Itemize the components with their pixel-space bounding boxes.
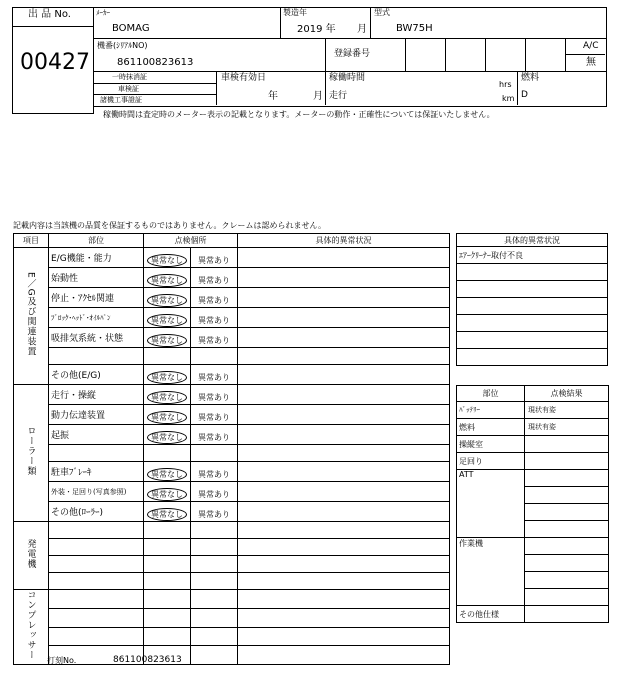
check-ok-mark: 異常なし — [147, 391, 187, 404]
result-row-label: 操縦室 — [457, 436, 525, 453]
result-row-label: ﾊﾞｯﾃﾘｰ — [457, 402, 525, 419]
detail-cell — [238, 248, 450, 268]
part-cell: 外装・足回り(写真参照) — [49, 482, 144, 502]
serial-label: 機番(ｼﾘｱﾙNO) — [97, 41, 148, 50]
detail-box-line — [457, 298, 608, 315]
check-ng-text: 異常あり — [198, 510, 230, 519]
table-row — [14, 608, 450, 627]
check-ng-cell — [191, 385, 238, 405]
fuel-value: D — [521, 90, 528, 100]
check-ng-cell — [191, 308, 238, 328]
part-cell — [49, 522, 144, 539]
check-ng-cell — [191, 365, 238, 385]
col-detail-header: 具体的異常状況 — [238, 234, 450, 248]
check-ok-mark: 異常なし — [147, 508, 187, 521]
part-cell: 動力伝達装置 — [49, 405, 144, 425]
group-label-text: 発電機 — [25, 538, 36, 569]
ac-value: 無 — [586, 57, 596, 68]
table-row — [14, 462, 450, 482]
detail-cell — [238, 385, 450, 405]
check-ok-mark: 異常なし — [147, 431, 187, 444]
inspection-date-label: 車検有効日 — [221, 73, 267, 83]
result-row-value — [525, 606, 609, 623]
table-row — [14, 268, 450, 288]
detail-cell — [238, 405, 450, 425]
detail-box-title: 具体的異常状況 — [457, 234, 608, 247]
check-ok-cell — [144, 502, 191, 522]
detail-cell — [238, 522, 450, 539]
table-row — [14, 425, 450, 445]
detail-cell — [238, 308, 450, 328]
detail-cell — [238, 627, 450, 646]
table-row — [14, 288, 450, 308]
run-label: 走行 — [329, 91, 348, 101]
check-ng-cell — [191, 405, 238, 425]
stamp-number: 861100823613 — [113, 655, 182, 665]
result-row-value — [525, 589, 609, 606]
check-ng-text: 異常あり — [198, 490, 230, 499]
part-cell: 起振 — [49, 425, 144, 445]
check-ok-mark: 異常なし — [147, 294, 187, 307]
model-value: BW75H — [396, 23, 433, 34]
group-label — [14, 248, 49, 385]
part-cell: 駐車ﾌﾞﾚｰｷ — [49, 462, 144, 482]
part-cell — [49, 627, 144, 646]
check-ok-cell — [144, 522, 191, 539]
group-label — [14, 590, 49, 665]
inspection-table — [13, 233, 450, 665]
detail-cell — [238, 425, 450, 445]
check-ok-cell — [144, 405, 191, 425]
result-row-value — [525, 470, 609, 487]
group-label-text: E／G及び関連装置 — [25, 271, 36, 357]
detail-cell — [238, 646, 450, 665]
maker-value: BOMAG — [112, 23, 150, 34]
table-row — [14, 573, 450, 590]
col-check-header: 点検個所 — [144, 234, 238, 248]
check-ok-cell — [144, 348, 191, 365]
check-ok-mark: 異常なし — [147, 488, 187, 501]
result-row-label: その他仕様 — [457, 606, 525, 623]
check-ng-cell — [191, 539, 238, 556]
check-ng-cell — [191, 462, 238, 482]
check-ok-cell — [144, 425, 191, 445]
result-row-label: 足回り — [457, 453, 525, 470]
result-row-value — [525, 453, 609, 470]
part-cell: その他(ﾛｰﾗｰ) — [49, 502, 144, 522]
maker-label: ﾒｰｶｰ — [96, 9, 110, 17]
check-ng-text: 異常あり — [198, 336, 230, 345]
table-row — [14, 348, 450, 365]
check-ok-cell — [144, 462, 191, 482]
table-row — [14, 248, 450, 268]
check-ng-text: 異常あり — [198, 316, 230, 325]
table-row — [14, 365, 450, 385]
detail-cell — [238, 288, 450, 308]
result-row-label: 燃料 — [457, 419, 525, 436]
part-cell — [49, 590, 144, 609]
check-ok-mark: 異常なし — [147, 254, 187, 267]
result-row-value — [525, 538, 609, 555]
result-row-label: 作業機 — [457, 538, 525, 606]
result-row-value — [525, 572, 609, 589]
result-row-label: ATT — [457, 470, 525, 538]
inspection-year-unit: 年 — [268, 91, 278, 102]
check-ng-cell — [191, 608, 238, 627]
check-ng-text: 異常あり — [198, 433, 230, 442]
ac-label: A/C — [583, 41, 599, 51]
result-row-value: 現状有姿 — [525, 402, 609, 419]
detail-box-line — [457, 332, 608, 349]
detail-box — [456, 233, 608, 366]
table-row — [14, 522, 450, 539]
part-cell: 走行・操縦 — [49, 385, 144, 405]
detail-cell — [238, 365, 450, 385]
meter-note: 稼働時間は査定時のメーター表示の記載となります。メーターの動作・正確性については保証いたしません。 — [103, 110, 495, 119]
part-cell — [49, 608, 144, 627]
part-cell — [49, 573, 144, 590]
lot-no-label: 出 品 No. — [28, 9, 71, 20]
hours-label: 稼働時間 — [329, 73, 366, 83]
detail-cell — [238, 462, 450, 482]
year-label: 製造年 — [283, 8, 307, 17]
check-ng-cell — [191, 522, 238, 539]
check-ng-text: 異常あり — [198, 276, 230, 285]
check-ok-cell — [144, 328, 191, 348]
disclaimer: 記載内容は当該機の品質を保証するものではありません。クレームは認められません。 — [13, 221, 326, 230]
check-ok-mark: 異常なし — [147, 371, 187, 384]
detail-box-line — [457, 315, 608, 332]
check-ok-cell — [144, 268, 191, 288]
model-label: 型式 — [374, 8, 390, 17]
check-ng-text: 異常あり — [198, 393, 230, 402]
detail-cell — [238, 445, 450, 462]
table-row — [14, 308, 450, 328]
check-ok-mark: 異常なし — [147, 274, 187, 287]
detail-cell — [238, 590, 450, 609]
detail-box-line: ｴｱｰｸﾘｰﾅｰ取付不良 — [457, 247, 608, 264]
registration-label: 登録番号 — [334, 49, 371, 59]
check-ng-cell — [191, 646, 238, 665]
detail-cell — [238, 573, 450, 590]
detail-cell — [238, 539, 450, 556]
part-cell: E/G機能・能力 — [49, 248, 144, 268]
detail-box-line — [457, 264, 608, 281]
table-row — [14, 405, 450, 425]
detail-cell — [238, 608, 450, 627]
year-value: 2019 年 — [297, 24, 336, 35]
part-cell — [49, 445, 144, 462]
table-row — [14, 385, 450, 405]
detail-cell — [238, 502, 450, 522]
detail-cell — [238, 348, 450, 365]
check-ng-cell — [191, 482, 238, 502]
check-ok-cell — [144, 627, 191, 646]
fuel-label: 燃料 — [521, 73, 540, 83]
check-ng-cell — [191, 573, 238, 590]
table-row — [14, 556, 450, 573]
group-label — [14, 522, 49, 590]
check-ng-cell — [191, 627, 238, 646]
part-cell: ﾌﾞﾛｯｸ･ﾍｯﾄﾞ･ｵｲﾙﾊﾟﾝ — [49, 308, 144, 328]
check-ng-text: 異常あり — [198, 296, 230, 305]
part-cell — [49, 556, 144, 573]
col-part-header: 部位 — [49, 234, 144, 248]
inspection-month-unit: 月 — [313, 91, 323, 102]
result-col-part: 部位 — [457, 386, 525, 402]
check-ok-cell — [144, 539, 191, 556]
table-row — [14, 646, 450, 665]
result-row-value: 現状有姿 — [525, 419, 609, 436]
detail-box-line — [457, 281, 608, 298]
check-ng-cell — [191, 268, 238, 288]
check-ok-cell — [144, 573, 191, 590]
result-table — [456, 385, 609, 623]
special-cert-label: 諸機工事證証 — [100, 96, 142, 104]
table-row — [14, 502, 450, 522]
detail-cell — [238, 268, 450, 288]
group-label-text: コンプレッサー — [25, 590, 36, 660]
check-ng-text: 異常あり — [198, 373, 230, 382]
part-cell: その他(E/G) — [49, 365, 144, 385]
check-ng-text: 異常あり — [198, 470, 230, 479]
part-cell: 停止・ｱｸｾﾙ関連 — [49, 288, 144, 308]
lot-no: 00427 — [20, 50, 90, 75]
check-ng-cell — [191, 348, 238, 365]
check-ok-cell — [144, 248, 191, 268]
check-ng-cell — [191, 590, 238, 609]
table-row — [14, 539, 450, 556]
check-ng-cell — [191, 425, 238, 445]
table-row — [14, 445, 450, 462]
temp-cancel-label: 一時抹消証 — [112, 73, 147, 81]
check-ok-mark: 異常なし — [147, 334, 187, 347]
detail-cell — [238, 482, 450, 502]
check-ng-cell — [191, 288, 238, 308]
check-ok-cell — [144, 482, 191, 502]
detail-cell — [238, 556, 450, 573]
inspection-cert-label: 車検証 — [118, 85, 139, 93]
serial-value: 861100823613 — [117, 57, 194, 68]
result-row-value — [525, 504, 609, 521]
result-row-value — [525, 555, 609, 572]
check-ok-cell — [144, 288, 191, 308]
result-row-value — [525, 436, 609, 453]
table-row — [14, 482, 450, 502]
result-row-value — [525, 487, 609, 504]
check-ok-cell — [144, 590, 191, 609]
check-ng-cell — [191, 445, 238, 462]
month-label: 月 — [357, 24, 367, 35]
group-label — [14, 385, 49, 522]
check-ok-mark: 異常なし — [147, 411, 187, 424]
check-ok-mark: 異常なし — [147, 468, 187, 481]
check-ng-cell — [191, 248, 238, 268]
detail-box-line — [457, 349, 608, 366]
check-ng-cell — [191, 328, 238, 348]
col-item-header: 項目 — [14, 234, 49, 248]
km-unit: km — [502, 94, 515, 103]
table-row — [14, 590, 450, 609]
group-label-text: ローラー類 — [25, 426, 36, 476]
stamp-label: 打刻No. — [47, 656, 77, 665]
check-ok-cell — [144, 308, 191, 328]
check-ng-text: 異常あり — [198, 256, 230, 265]
check-ok-cell — [144, 556, 191, 573]
result-col-result: 点検結果 — [525, 386, 609, 402]
hrs-unit: hrs — [499, 80, 512, 89]
part-cell: 始動性 — [49, 268, 144, 288]
part-cell: 吸排気系統・状態 — [49, 328, 144, 348]
check-ok-mark: 異常なし — [147, 314, 187, 327]
part-cell — [49, 348, 144, 365]
check-ng-cell — [191, 556, 238, 573]
check-ok-cell — [144, 445, 191, 462]
check-ng-text: 異常あり — [198, 413, 230, 422]
check-ng-cell — [191, 502, 238, 522]
check-ok-cell — [144, 385, 191, 405]
table-row — [14, 328, 450, 348]
table-row — [14, 627, 450, 646]
check-ok-cell — [144, 608, 191, 627]
part-cell — [49, 539, 144, 556]
check-ok-cell — [144, 365, 191, 385]
detail-cell — [238, 328, 450, 348]
result-row-value — [525, 521, 609, 538]
